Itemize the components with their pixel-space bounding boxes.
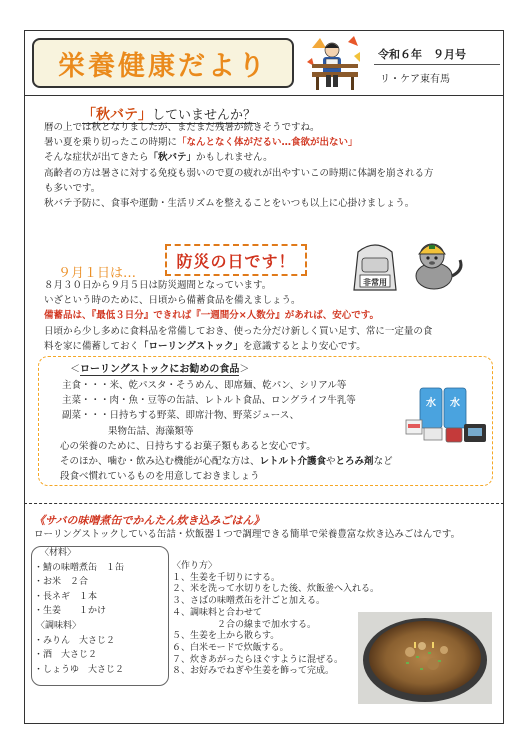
recipe-step: ２合の線まで加水する。: [172, 619, 317, 630]
ingredients-list: [34, 546, 168, 677]
paragraph-line: 段食べ慣れているものを用意しておきましょう: [60, 471, 260, 483]
svg-text:非常用: 非常用: [363, 278, 387, 287]
ingredients-header: 〈材料〉: [40, 548, 77, 558]
paragraph-line: 高齢者の方は暑さに対する免疫も弱いので夏の疲れが出やすいこの時期に体調を崩される方: [44, 167, 434, 179]
reading-man-illustration: [304, 34, 364, 92]
rice-dish-photo: [358, 612, 492, 704]
paragraph-line: いざという時のために、日頃から備蓄食品を備えましょう。: [44, 295, 301, 307]
stockpile-advice: 備蓄品は、『最低３日分』できれば『一週間分×人数分』があれば、安心です。: [44, 310, 379, 322]
recipe-step: ４、調味料と合わせて: [172, 607, 263, 618]
recipe-step: ６、白米モードで炊飯する。: [172, 642, 289, 653]
recipe-step: ５、生姜を上から散らす。: [172, 631, 280, 642]
food-category-side-dish-cont: 果物缶詰、海藻類等: [108, 425, 194, 437]
disaster-body: [44, 278, 499, 354]
paragraph-line: も多いです。: [44, 182, 101, 194]
paragraph-line: 料を家に備蓄しておく「ローリングストック」を意識するとより安心です。: [44, 340, 366, 352]
paragraph-line: 暑い夏を乗り切ったこの時期に「なんとなく体がだるい…食欲が出ない」: [44, 137, 358, 149]
issue-date: 令和６年 ９月号: [378, 48, 466, 61]
paragraph-line: ８月３０日から９月５日は防災週間となっています。: [44, 280, 272, 291]
autumn-fatigue-heading-rest: していませんか？: [152, 108, 257, 123]
autumn-fatigue-body: [44, 120, 494, 211]
recipe-step: ７、炊きあがったらほぐすように混ぜる。: [172, 654, 344, 665]
autumn-fatigue-keyword: 「秋バテ」: [82, 107, 152, 123]
section-divider: [24, 503, 504, 504]
recipe-step: １、生姜を千切りにする。: [172, 572, 281, 583]
seasoning-header: 〈調味料〉: [36, 620, 82, 631]
paragraph-line: 秋バテ予防に、食事や運動・生活リズムを整えることをいつも以上に心掛けましょう。: [44, 198, 415, 210]
svg-text:水: 水: [450, 398, 460, 409]
ingredient-item: ・お米 ２合: [34, 577, 89, 588]
paragraph-line: 暦の上では秋となりましたが、まだまだ残暑が続きそうですね。: [44, 122, 320, 133]
recipe-step: ８、お好みでねぎや生姜を飾って完成。: [172, 666, 335, 677]
recipe-step: ３、さばの味噌煮缶を汁ごと加える。: [172, 596, 326, 607]
org-divider: [374, 64, 500, 65]
header-divider: [24, 95, 504, 96]
emergency-supplies-illustration: [402, 384, 492, 446]
disaster-day-banner: [165, 244, 307, 276]
rolling-stock-list: [62, 378, 412, 439]
paragraph-line: 日頃から少し多めに食料品を常備しておき、使った分だけ新しく買い足す、常に一定量の食: [44, 325, 433, 337]
food-category-side-dish: 副菜・・・日持ちする野菜、即席汁物、野菜ジュース、: [62, 410, 300, 422]
title-box: [32, 38, 294, 88]
seasoning-item: ・みりん 大さじ２: [34, 635, 116, 646]
steps-header: 〈作り方〉: [172, 561, 218, 571]
page-title: 栄養健康だより: [58, 50, 268, 82]
ingredient-item: ・鯖の味噌煮缶 １缶: [34, 562, 125, 573]
food-category-main-dish: 主菜・・・肉・魚・豆等の缶詰、レトルト食品、ロングライフ牛乳等: [62, 395, 356, 407]
paragraph-line: 心の栄養のために、日持ちするお菓子類もあると安心です。: [60, 441, 316, 452]
seasoning-item: ・しょうゆ 大さじ２: [34, 664, 125, 675]
recipe-step: ２、米を洗って水切りをした後、炊飯釜へ入れる。: [172, 584, 380, 595]
organization-name: リ・ケア東有馬: [380, 74, 450, 85]
rolling-stock-heading: ＜ローリングストックにお勧めの食品＞: [70, 364, 250, 375]
recipe-title: 《サバの味噌煮缶でかんたん炊き込みごはん》: [34, 514, 265, 527]
disaster-day-date: ９月１日は…: [58, 266, 137, 281]
food-category-staple: 主食・・・米、乾パスタ・そうめん、即席麺、乾パン、シリアル等: [62, 380, 347, 391]
recipe-intro: ローリングストックしている缶詰・炊飯器１つで調理できる簡単で栄養豊富な炊き込みごはんです。: [34, 529, 461, 540]
paragraph-line: そんな症状が出てきたら「秋バテ」かもしれません。: [44, 152, 273, 164]
disaster-day-title: 防災の日です！: [176, 251, 296, 271]
ingredient-item: ・長ネギ １本: [34, 591, 98, 602]
seasoning-item: ・酒 大さじ２: [34, 650, 98, 661]
svg-text:水: 水: [426, 398, 436, 409]
ingredient-item: ・生姜 １かけ: [34, 606, 107, 617]
paragraph-line: そのほか、噛む・飲み込む機能が心配な方は、レトルト介護食やとろみ剤など: [60, 456, 393, 468]
